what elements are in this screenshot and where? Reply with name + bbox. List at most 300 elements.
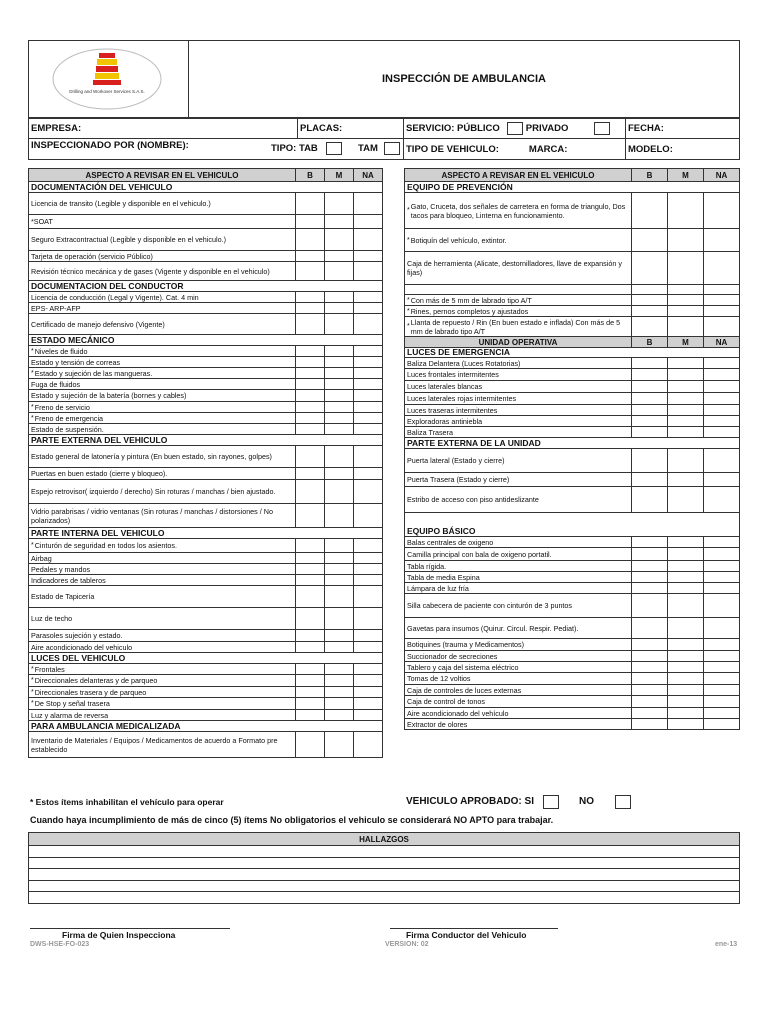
left-table-rows bbox=[28, 182, 383, 758]
rating-cell-b[interactable] bbox=[295, 346, 324, 356]
item-label bbox=[29, 539, 295, 552]
rating-cell-m[interactable] bbox=[667, 594, 703, 617]
checklist-row bbox=[28, 586, 383, 608]
rating-cell-b[interactable] bbox=[631, 639, 667, 650]
rating-cell-na[interactable] bbox=[703, 618, 739, 638]
rating-cell-m[interactable] bbox=[324, 630, 353, 641]
rating-cell-b[interactable] bbox=[631, 673, 667, 684]
rating-cell-b[interactable] bbox=[295, 642, 324, 652]
rating-cell-na[interactable] bbox=[353, 229, 382, 250]
rating-cell-na[interactable] bbox=[353, 630, 382, 641]
checklist-row bbox=[404, 594, 740, 618]
rating-cell-na[interactable] bbox=[353, 303, 382, 313]
logo-cell bbox=[29, 41, 189, 117]
rating-cell-m[interactable] bbox=[324, 468, 353, 479]
rating-cell-na[interactable] bbox=[703, 639, 739, 650]
rating-cell-b[interactable] bbox=[631, 618, 667, 638]
rating-cell-m[interactable] bbox=[667, 662, 703, 672]
rating-cell-m[interactable] bbox=[667, 381, 703, 392]
rating-cell-b[interactable] bbox=[295, 314, 324, 334]
required-marker: * bbox=[31, 688, 34, 696]
rating-cell-b[interactable] bbox=[631, 295, 667, 305]
rating-cell-m[interactable] bbox=[324, 586, 353, 607]
item-label bbox=[405, 719, 631, 729]
rating-cell-na[interactable] bbox=[703, 252, 739, 284]
rating-cell-b[interactable] bbox=[295, 446, 324, 467]
rating-cell-na[interactable] bbox=[703, 306, 739, 316]
info-row-1 bbox=[29, 119, 739, 139]
hallazgos-line[interactable] bbox=[28, 892, 740, 904]
aprobado-si-checkbox[interactable] bbox=[543, 795, 559, 809]
rating-cell-b[interactable] bbox=[631, 393, 667, 404]
item-text: Con más de 5 mm de labrado tipo A/T bbox=[410, 295, 532, 305]
section-spacer-cell bbox=[295, 721, 324, 731]
rating-cell-b[interactable] bbox=[295, 251, 324, 261]
rating-cell-b[interactable] bbox=[631, 416, 667, 426]
rating-cell-b[interactable] bbox=[295, 698, 324, 709]
rating-cell-b[interactable] bbox=[295, 504, 324, 527]
rating-cell-b[interactable] bbox=[295, 379, 324, 389]
item-text: Direccionales delanteras y de parqueo bbox=[34, 676, 158, 685]
col-m-header: M bbox=[667, 337, 703, 347]
rating-cell-m[interactable] bbox=[324, 215, 353, 228]
section-title bbox=[405, 513, 631, 536]
rating-cell-na[interactable] bbox=[353, 664, 382, 674]
rating-cell-m[interactable] bbox=[324, 402, 353, 412]
rating-cell-na[interactable] bbox=[703, 651, 739, 661]
item-text: EQUIPO BÁSICO bbox=[407, 526, 476, 536]
rating-cell-na[interactable] bbox=[703, 393, 739, 404]
section-spacer-cell bbox=[353, 182, 382, 192]
rating-cell-b[interactable] bbox=[295, 480, 324, 503]
rating-cell-b[interactable] bbox=[631, 548, 667, 560]
item-text: ESTADO MECÁNICO bbox=[31, 335, 115, 345]
checklist-row bbox=[404, 473, 740, 487]
rating-cell-b[interactable] bbox=[631, 381, 667, 392]
rating-cell-b[interactable] bbox=[295, 390, 324, 401]
rating-cell-b[interactable] bbox=[295, 710, 324, 720]
rating-cell-m[interactable] bbox=[324, 424, 353, 434]
rating-cell-na[interactable] bbox=[353, 732, 382, 757]
rating-cell-na[interactable] bbox=[353, 468, 382, 479]
rating-cell-m[interactable] bbox=[324, 303, 353, 313]
rating-cell-na[interactable] bbox=[703, 449, 739, 472]
rating-cell-b[interactable] bbox=[295, 539, 324, 552]
rating-cell-m[interactable] bbox=[324, 710, 353, 720]
rating-cell-na[interactable] bbox=[703, 537, 739, 547]
rating-cell-m[interactable] bbox=[667, 548, 703, 560]
rating-cell-b[interactable] bbox=[295, 262, 324, 280]
rating-cell-na[interactable] bbox=[703, 285, 739, 294]
tam-checkbox[interactable] bbox=[384, 142, 400, 155]
rating-cell-na[interactable] bbox=[703, 696, 739, 707]
rating-cell-na[interactable] bbox=[353, 379, 382, 389]
rating-cell-b[interactable] bbox=[295, 303, 324, 313]
rating-cell-na[interactable] bbox=[353, 368, 382, 378]
rating-cell-na[interactable] bbox=[703, 473, 739, 486]
rating-cell-m[interactable] bbox=[667, 487, 703, 512]
item-text: Estado de suspensión. bbox=[31, 424, 104, 434]
required-marker: * bbox=[407, 207, 410, 214]
item-text: Tablero y caja del sistema eléctrico bbox=[407, 662, 519, 672]
rating-cell-m[interactable] bbox=[324, 553, 353, 563]
rating-cell-na[interactable] bbox=[353, 357, 382, 367]
rating-cell-b[interactable] bbox=[295, 564, 324, 574]
rating-cell-na[interactable] bbox=[703, 317, 739, 336]
rating-cell-na[interactable] bbox=[703, 405, 739, 415]
rating-cell-m[interactable] bbox=[324, 564, 353, 574]
rating-cell-b[interactable] bbox=[631, 427, 667, 437]
item-text: Freno de servicio bbox=[34, 402, 90, 412]
rating-cell-b[interactable] bbox=[631, 662, 667, 672]
rating-cell-m[interactable] bbox=[667, 252, 703, 284]
rating-cell-m[interactable] bbox=[667, 369, 703, 380]
item-label bbox=[405, 381, 631, 392]
rating-cell-b[interactable] bbox=[295, 413, 324, 423]
rating-cell-na[interactable] bbox=[353, 480, 382, 503]
rating-cell-m[interactable] bbox=[324, 357, 353, 367]
rating-cell-na[interactable] bbox=[353, 424, 382, 434]
rating-cell-na[interactable] bbox=[703, 416, 739, 426]
checklist-row bbox=[404, 449, 740, 473]
rating-cell-b[interactable] bbox=[295, 732, 324, 757]
item-label bbox=[405, 358, 631, 368]
section-spacer-cell bbox=[324, 182, 353, 192]
firma-conductor-label: Firma Conductor del Vehiculo bbox=[406, 930, 527, 940]
rating-cell-m[interactable] bbox=[324, 262, 353, 280]
rating-cell-b[interactable] bbox=[631, 696, 667, 707]
rating-cell-m[interactable] bbox=[324, 314, 353, 334]
checklist-row bbox=[28, 215, 383, 229]
rating-cell-b[interactable] bbox=[295, 586, 324, 607]
rating-cell-na[interactable] bbox=[353, 292, 382, 302]
rating-cell-na[interactable] bbox=[703, 229, 739, 251]
item-label bbox=[405, 337, 631, 347]
rating-cell-b[interactable] bbox=[295, 687, 324, 697]
rating-cell-b[interactable] bbox=[295, 357, 324, 367]
rating-cell-na[interactable] bbox=[703, 572, 739, 582]
rating-cell-na[interactable] bbox=[703, 673, 739, 684]
checklist-row bbox=[28, 480, 383, 504]
rating-cell-b[interactable] bbox=[295, 215, 324, 228]
rating-cell-na[interactable] bbox=[353, 539, 382, 552]
rating-cell-m[interactable] bbox=[667, 193, 703, 228]
rating-cell-b[interactable] bbox=[631, 537, 667, 547]
rating-cell-na[interactable] bbox=[353, 314, 382, 334]
rating-cell-b[interactable] bbox=[631, 473, 667, 486]
item-label bbox=[29, 564, 295, 574]
rating-cell-na[interactable] bbox=[703, 369, 739, 380]
rating-cell-na[interactable] bbox=[703, 561, 739, 571]
section-header-row bbox=[28, 182, 383, 193]
section-spacer-cell bbox=[295, 435, 324, 445]
right-table-rows bbox=[404, 182, 740, 730]
item-text: Licencia de conducción (Legal y Vigente). Cat. 4 min bbox=[31, 292, 199, 302]
rating-cell-na[interactable] bbox=[703, 487, 739, 512]
item-text: Gavetas para insumos (Quirur. Circul. Respir. Pediat). bbox=[407, 623, 579, 633]
rating-cell-b[interactable] bbox=[631, 561, 667, 571]
rating-cell-b[interactable] bbox=[631, 285, 667, 294]
rating-cell-m[interactable] bbox=[667, 306, 703, 316]
rating-cell-b[interactable] bbox=[295, 664, 324, 674]
rating-cell-m[interactable] bbox=[667, 583, 703, 593]
rating-cell-m[interactable] bbox=[667, 405, 703, 415]
rating-cell-m[interactable] bbox=[324, 675, 353, 686]
rating-cell-m[interactable] bbox=[324, 642, 353, 652]
rating-cell-na[interactable] bbox=[353, 687, 382, 697]
rating-cell-m[interactable] bbox=[667, 685, 703, 695]
rating-cell-m[interactable] bbox=[324, 608, 353, 629]
rating-cell-b[interactable] bbox=[295, 424, 324, 434]
rating-cell-na[interactable] bbox=[353, 608, 382, 629]
item-text: Llanta de repuesto / Rin (En buen estado e inflada) Con más de 5 mm de labrado tipo A/T bbox=[410, 317, 621, 336]
rating-cell-na[interactable] bbox=[703, 719, 739, 729]
hallazgos-line[interactable] bbox=[28, 881, 740, 893]
aprobado-no-checkbox[interactable] bbox=[615, 795, 631, 809]
item-label bbox=[405, 393, 631, 404]
rating-cell-b[interactable] bbox=[295, 292, 324, 302]
item-text: LUCES DEL VEHICULO bbox=[31, 653, 126, 663]
rating-cell-b[interactable] bbox=[631, 317, 667, 336]
section-spacer-cell bbox=[631, 513, 667, 536]
rating-cell-na[interactable] bbox=[353, 402, 382, 412]
rating-cell-m[interactable] bbox=[667, 537, 703, 547]
rating-cell-b[interactable] bbox=[631, 369, 667, 380]
rating-cell-m[interactable] bbox=[324, 575, 353, 585]
rating-cell-m[interactable] bbox=[667, 561, 703, 571]
rating-cell-na[interactable] bbox=[353, 504, 382, 527]
rating-cell-m[interactable] bbox=[324, 292, 353, 302]
rating-cell-m[interactable] bbox=[667, 673, 703, 684]
rating-cell-b[interactable] bbox=[295, 193, 324, 214]
rating-cell-na[interactable] bbox=[353, 390, 382, 401]
hallazgos-line[interactable] bbox=[28, 858, 740, 870]
item-label bbox=[29, 468, 295, 479]
left-table-header bbox=[28, 168, 383, 182]
rating-cell-m[interactable] bbox=[667, 473, 703, 486]
required-marker: * bbox=[31, 665, 34, 673]
checklist-row bbox=[28, 379, 383, 390]
rating-cell-m[interactable] bbox=[667, 572, 703, 582]
rating-cell-na[interactable] bbox=[703, 594, 739, 617]
item-text: Tarjeta de operación (servicio Público) bbox=[31, 251, 153, 261]
rating-cell-b[interactable] bbox=[295, 575, 324, 585]
rating-cell-m[interactable] bbox=[324, 664, 353, 674]
rating-cell-na[interactable] bbox=[703, 548, 739, 560]
rating-cell-na[interactable] bbox=[703, 427, 739, 437]
rating-cell-na[interactable] bbox=[353, 698, 382, 709]
rating-cell-m[interactable] bbox=[667, 449, 703, 472]
checklist-row bbox=[28, 413, 383, 424]
rating-cell-b[interactable] bbox=[295, 675, 324, 686]
rating-cell-m[interactable] bbox=[324, 446, 353, 467]
rating-cell-m[interactable] bbox=[667, 229, 703, 251]
section-spacer-cell bbox=[295, 281, 324, 291]
rating-cell-m[interactable] bbox=[324, 229, 353, 250]
hallazgos-line[interactable] bbox=[28, 846, 740, 858]
rating-cell-m[interactable] bbox=[324, 251, 353, 261]
item-text: Inventario de Materiales / Equipos / Medicamentos de acuerdo a Formato pre establecido bbox=[31, 735, 278, 754]
rating-cell-na[interactable] bbox=[353, 262, 382, 280]
rating-cell-m[interactable] bbox=[324, 390, 353, 401]
checklist-row bbox=[404, 572, 740, 583]
item-label bbox=[405, 306, 631, 316]
signature-line-conductor[interactable] bbox=[390, 928, 558, 929]
rating-cell-na[interactable] bbox=[353, 564, 382, 574]
privado-checkbox[interactable] bbox=[594, 122, 610, 135]
modelo-field[interactable] bbox=[626, 139, 739, 159]
rating-cell-na[interactable] bbox=[703, 381, 739, 392]
rating-cell-m[interactable] bbox=[667, 317, 703, 336]
rating-cell-na[interactable] bbox=[353, 193, 382, 214]
item-label bbox=[405, 427, 631, 437]
item-text: Silla cabecera de paciente con cinturón de 3 puntos bbox=[407, 601, 573, 610]
rating-cell-na[interactable] bbox=[353, 251, 382, 261]
checklist-row bbox=[404, 193, 740, 229]
rating-cell-na[interactable] bbox=[703, 583, 739, 593]
inspeccionado-label: INSPECCIONADO POR (NOMBRE): bbox=[31, 140, 189, 151]
rating-cell-b[interactable] bbox=[631, 229, 667, 251]
checklist-row bbox=[404, 561, 740, 572]
section-title bbox=[29, 435, 295, 445]
rating-cell-m[interactable] bbox=[667, 639, 703, 650]
rating-cell-na[interactable] bbox=[703, 685, 739, 695]
empresa-field[interactable] bbox=[29, 119, 298, 138]
rating-cell-b[interactable] bbox=[295, 553, 324, 563]
rating-cell-b[interactable] bbox=[631, 193, 667, 228]
rating-cell-b[interactable] bbox=[631, 708, 667, 718]
rating-cell-m[interactable] bbox=[667, 427, 703, 437]
rating-cell-m[interactable] bbox=[324, 368, 353, 378]
hallazgos-line[interactable] bbox=[28, 869, 740, 881]
checklist-row bbox=[28, 346, 383, 357]
rating-cell-na[interactable] bbox=[353, 413, 382, 423]
company-logo bbox=[29, 41, 189, 117]
checklist-row bbox=[404, 685, 740, 696]
rating-cell-b[interactable] bbox=[295, 468, 324, 479]
item-text: Revisión técnico mecánica y de gases (Vigente y disponible en el vehiculo) bbox=[31, 266, 270, 276]
item-label bbox=[405, 673, 631, 684]
rating-cell-m[interactable] bbox=[667, 393, 703, 404]
section-spacer-cell bbox=[703, 438, 739, 448]
rating-cell-b[interactable] bbox=[631, 487, 667, 512]
inspeccionado-field[interactable] bbox=[29, 139, 404, 159]
rating-cell-na[interactable] bbox=[703, 358, 739, 368]
placas-field[interactable] bbox=[298, 119, 404, 138]
item-text: Direccionales trasera y de parqueo bbox=[34, 687, 147, 697]
rating-cell-m[interactable] bbox=[324, 480, 353, 503]
rating-cell-na[interactable] bbox=[703, 662, 739, 672]
item-text: Espejo retrovisor( izquierdo / derecho) Sin roturas / manchas / bien ajustado. bbox=[31, 487, 276, 496]
rating-cell-m[interactable] bbox=[324, 346, 353, 356]
rating-cell-b[interactable] bbox=[631, 594, 667, 617]
rating-cell-na[interactable] bbox=[703, 193, 739, 228]
rating-cell-na[interactable] bbox=[353, 710, 382, 720]
info-section bbox=[28, 118, 740, 160]
publico-checkbox[interactable] bbox=[507, 122, 523, 135]
rating-cell-b[interactable] bbox=[631, 572, 667, 582]
rating-cell-na[interactable] bbox=[353, 586, 382, 607]
rating-cell-m[interactable] bbox=[324, 539, 353, 552]
rating-cell-m[interactable] bbox=[667, 295, 703, 305]
checklist-row bbox=[28, 303, 383, 314]
rating-cell-m[interactable] bbox=[324, 687, 353, 697]
tab-checkbox[interactable] bbox=[326, 142, 342, 155]
signature-line-inspector[interactable] bbox=[30, 928, 230, 929]
rating-cell-b[interactable] bbox=[631, 685, 667, 695]
rating-cell-m[interactable] bbox=[324, 732, 353, 757]
section-spacer-cell bbox=[631, 182, 667, 192]
left-table-title: ASPECTO A REVISAR EN EL VEHICULO bbox=[85, 170, 239, 180]
rating-cell-na[interactable] bbox=[353, 346, 382, 356]
rating-cell-m[interactable] bbox=[667, 719, 703, 729]
rating-cell-m[interactable] bbox=[667, 618, 703, 638]
rating-cell-b[interactable] bbox=[295, 630, 324, 641]
section-header-row bbox=[28, 528, 383, 539]
aprobado-no-label: NO bbox=[579, 796, 594, 807]
col-na-header: NA bbox=[703, 169, 739, 181]
section-title bbox=[29, 182, 295, 192]
rating-cell-na[interactable] bbox=[353, 642, 382, 652]
rating-cell-m[interactable] bbox=[324, 698, 353, 709]
rating-cell-b[interactable] bbox=[295, 368, 324, 378]
rating-cell-m[interactable] bbox=[667, 358, 703, 368]
tipo-vehiculo-field[interactable] bbox=[404, 139, 626, 159]
item-label bbox=[29, 251, 295, 261]
rating-cell-b[interactable] bbox=[631, 306, 667, 316]
item-label bbox=[405, 416, 631, 426]
checklist-row bbox=[404, 405, 740, 416]
rating-cell-m[interactable] bbox=[667, 708, 703, 718]
rating-cell-b[interactable] bbox=[295, 608, 324, 629]
rating-cell-m[interactable] bbox=[324, 413, 353, 423]
rating-cell-b[interactable] bbox=[631, 358, 667, 368]
item-label bbox=[29, 357, 295, 367]
rating-cell-na[interactable] bbox=[353, 446, 382, 467]
rating-cell-na[interactable] bbox=[353, 215, 382, 228]
rating-cell-b[interactable] bbox=[631, 651, 667, 661]
rating-cell-m[interactable] bbox=[324, 504, 353, 527]
rating-cell-b[interactable] bbox=[631, 405, 667, 415]
rating-cell-m[interactable] bbox=[667, 651, 703, 661]
fecha-field[interactable] bbox=[626, 119, 739, 138]
rating-cell-na[interactable] bbox=[353, 575, 382, 585]
rating-cell-m[interactable] bbox=[667, 285, 703, 294]
rating-cell-b[interactable] bbox=[631, 449, 667, 472]
rating-cell-b[interactable] bbox=[631, 252, 667, 284]
rating-cell-m[interactable] bbox=[667, 696, 703, 707]
rating-cell-b[interactable] bbox=[295, 402, 324, 412]
rating-cell-b[interactable] bbox=[295, 229, 324, 250]
rating-cell-na[interactable] bbox=[353, 553, 382, 563]
rating-cell-m[interactable] bbox=[667, 416, 703, 426]
rating-cell-m[interactable] bbox=[324, 379, 353, 389]
rating-cell-m[interactable] bbox=[324, 193, 353, 214]
checklist-row bbox=[28, 251, 383, 262]
item-text: PARTE EXTERNA DE LA UNIDAD bbox=[407, 438, 541, 448]
rating-cell-b[interactable] bbox=[631, 719, 667, 729]
item-text: Caja de herramienta (Alicate, destornilladores, llave de expansión y fijas) bbox=[407, 259, 622, 277]
rating-cell-na[interactable] bbox=[353, 675, 382, 686]
item-text: De Stop y señal trasera bbox=[34, 699, 110, 708]
item-label bbox=[29, 229, 295, 250]
rating-cell-na[interactable] bbox=[703, 295, 739, 305]
item-text: Luces traseras intermitentes bbox=[407, 405, 498, 415]
item-text: PARTE EXTERNA DEL VEHICULO bbox=[31, 435, 168, 445]
rating-cell-na[interactable] bbox=[703, 708, 739, 718]
rating-cell-b[interactable] bbox=[631, 583, 667, 593]
section-title bbox=[405, 182, 631, 192]
